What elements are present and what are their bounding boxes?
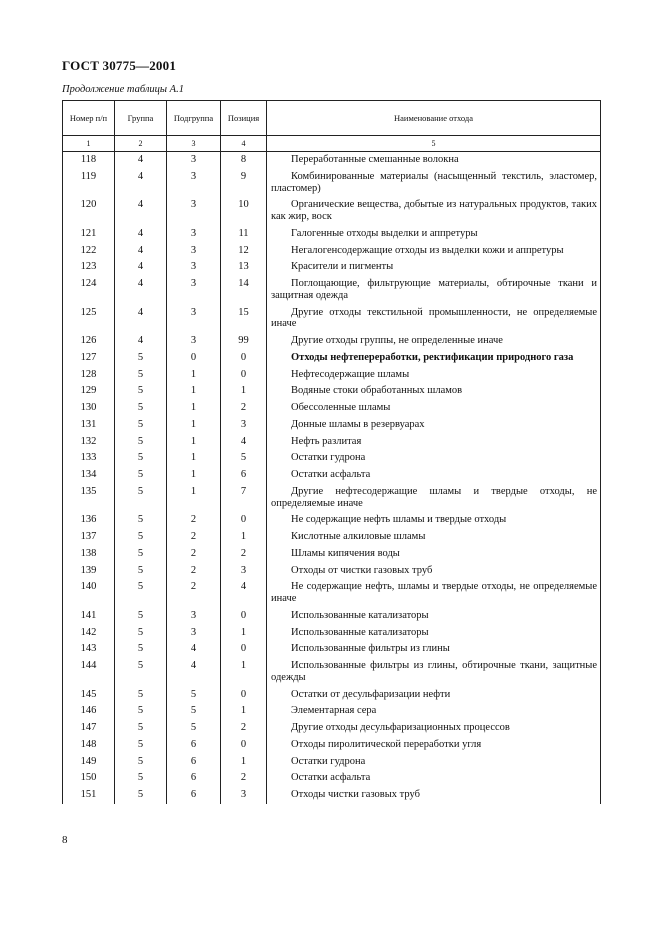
cell-subgroup: 6: [167, 737, 221, 754]
waste-name-text: Отходы чистки газовых труб: [291, 789, 420, 800]
cell-group: 5: [115, 720, 167, 737]
column-number: 1: [63, 136, 115, 152]
cell-position: 2: [221, 546, 267, 563]
cell-waste-name: [267, 383, 601, 400]
cell-waste-name: [267, 579, 601, 608]
waste-name-text: Другие отходы группы, не определенные иначе: [291, 335, 503, 346]
cell-group: 5: [115, 703, 167, 720]
cell-position: 3: [221, 787, 267, 804]
cell-subgroup: 3: [167, 276, 221, 305]
table-row: [63, 546, 601, 563]
table-row: [63, 687, 601, 704]
cell-waste-name: [267, 333, 601, 350]
cell-subgroup: 3: [167, 333, 221, 350]
cell-group: 5: [115, 546, 167, 563]
waste-table: [62, 100, 600, 804]
cell-group: 4: [115, 305, 167, 334]
cell-subgroup: 6: [167, 754, 221, 771]
cell-subgroup: 3: [167, 625, 221, 642]
cell-subgroup: 3: [167, 259, 221, 276]
cell-group: 4: [115, 152, 167, 169]
cell-subgroup: 6: [167, 787, 221, 804]
cell-number: 127: [63, 350, 115, 367]
cell-position: 8: [221, 152, 267, 169]
cell-subgroup: 1: [167, 417, 221, 434]
cell-waste-name: [267, 529, 601, 546]
waste-name-text: Использованные фильтры из глины, обтирочные ткани, защитные одежды: [271, 660, 597, 683]
cell-group: 5: [115, 770, 167, 787]
table-caption: Продолжение таблицы А.1: [62, 84, 184, 95]
table-row: [63, 350, 601, 367]
cell-number: 136: [63, 512, 115, 529]
waste-name-text: Обессоленные шламы: [291, 402, 391, 413]
table-row: [63, 770, 601, 787]
cell-number: 150: [63, 770, 115, 787]
cell-number: 120: [63, 197, 115, 226]
cell-position: 9: [221, 169, 267, 198]
cell-group: 5: [115, 687, 167, 704]
cell-number: 121: [63, 226, 115, 243]
table-row: [63, 787, 601, 804]
cell-subgroup: 1: [167, 484, 221, 513]
cell-number: 118: [63, 152, 115, 169]
cell-group: 5: [115, 529, 167, 546]
waste-name-text: Переработанные смешанные волокна: [291, 154, 459, 165]
waste-name-text: Другие отходы десульфаризационных процессов: [291, 722, 510, 733]
table-row: [63, 467, 601, 484]
cell-subgroup: 3: [167, 226, 221, 243]
cell-group: 5: [115, 434, 167, 451]
cell-subgroup: 5: [167, 687, 221, 704]
cell-number: 133: [63, 450, 115, 467]
cell-group: 5: [115, 512, 167, 529]
table-row: [63, 579, 601, 608]
cell-subgroup: 3: [167, 608, 221, 625]
table-row: [63, 512, 601, 529]
cell-position: 3: [221, 563, 267, 580]
cell-waste-name: [267, 197, 601, 226]
cell-number: 128: [63, 367, 115, 384]
waste-name-text: Использованные катализаторы: [291, 626, 429, 638]
cell-number: 146: [63, 703, 115, 720]
cell-group: 4: [115, 197, 167, 226]
page-number: 8: [62, 834, 68, 846]
waste-name-text: Донные шламы в резервуарах: [291, 418, 425, 430]
cell-number: 131: [63, 417, 115, 434]
table-row: [63, 703, 601, 720]
cell-waste-name: [267, 687, 601, 704]
cell-number: 123: [63, 259, 115, 276]
cell-group: 5: [115, 579, 167, 608]
cell-position: 5: [221, 450, 267, 467]
cell-group: 5: [115, 754, 167, 771]
table-row: [63, 152, 601, 169]
cell-subgroup: 1: [167, 434, 221, 451]
table-row: [63, 259, 601, 276]
cell-group: 5: [115, 563, 167, 580]
waste-name-text: Другие отходы текстильной промышленности, не определяемые иначе: [271, 306, 597, 330]
cell-group: 5: [115, 658, 167, 687]
cell-number: 148: [63, 737, 115, 754]
cell-waste-name: [267, 367, 601, 384]
cell-subgroup: 5: [167, 720, 221, 737]
cell-waste-name: [267, 243, 601, 260]
cell-position: 14: [221, 276, 267, 305]
waste-name-text: Остатки гудрона: [291, 452, 366, 464]
column-header-group: Группа: [115, 101, 167, 136]
cell-waste-name: [267, 152, 601, 169]
cell-number: 143: [63, 641, 115, 658]
column-number: 3: [167, 136, 221, 152]
waste-name-text: Отходы нефтепереработки, ректификации природного газа: [291, 351, 574, 363]
cell-group: 5: [115, 417, 167, 434]
table-row: [63, 737, 601, 754]
cell-group: 5: [115, 400, 167, 417]
cell-group: 5: [115, 787, 167, 804]
cell-waste-name: [267, 276, 601, 305]
cell-waste-name: [267, 226, 601, 243]
cell-group: 5: [115, 350, 167, 367]
table-row: [63, 305, 601, 334]
column-header-position: Позиция: [221, 101, 267, 136]
cell-position: 1: [221, 529, 267, 546]
cell-position: 11: [221, 226, 267, 243]
cell-subgroup: 3: [167, 197, 221, 226]
cell-number: 134: [63, 467, 115, 484]
table-row: [63, 641, 601, 658]
cell-number: 138: [63, 546, 115, 563]
cell-subgroup: 1: [167, 400, 221, 417]
cell-subgroup: 3: [167, 152, 221, 169]
cell-position: 2: [221, 720, 267, 737]
cell-group: 4: [115, 226, 167, 243]
waste-name-text: Использованные катализаторы: [291, 609, 429, 621]
column-header-number: Номер п/п: [63, 101, 115, 136]
cell-position: 0: [221, 350, 267, 367]
waste-name-text: Кислотные алкиловые шламы: [291, 531, 426, 542]
cell-group: 4: [115, 169, 167, 198]
cell-position: 3: [221, 417, 267, 434]
waste-name-text: Отходы пиролитической переработки угля: [291, 738, 482, 750]
table-row: [63, 658, 601, 687]
cell-waste-name: [267, 658, 601, 687]
cell-waste-name: [267, 169, 601, 198]
table-row: [63, 529, 601, 546]
waste-name-text: Негалогенсодержащие отходы из выделки кожи и аппретуры: [291, 244, 564, 256]
cell-number: 125: [63, 305, 115, 334]
cell-number: 135: [63, 484, 115, 513]
cell-position: 1: [221, 658, 267, 687]
cell-waste-name: [267, 754, 601, 771]
cell-number: 145: [63, 687, 115, 704]
cell-subgroup: 2: [167, 563, 221, 580]
cell-waste-name: [267, 563, 601, 580]
cell-number: 140: [63, 579, 115, 608]
table-row: [63, 367, 601, 384]
cell-position: 1: [221, 625, 267, 642]
column-number: 2: [115, 136, 167, 152]
cell-number: 124: [63, 276, 115, 305]
table-row: [63, 720, 601, 737]
cell-waste-name: [267, 484, 601, 513]
cell-subgroup: 2: [167, 512, 221, 529]
cell-number: 151: [63, 787, 115, 804]
cell-subgroup: 1: [167, 383, 221, 400]
cell-number: 119: [63, 169, 115, 198]
cell-subgroup: 2: [167, 579, 221, 608]
cell-subgroup: 3: [167, 243, 221, 260]
cell-subgroup: 1: [167, 450, 221, 467]
cell-waste-name: [267, 434, 601, 451]
cell-number: 129: [63, 383, 115, 400]
waste-name-text: Комбинированные материалы (насыщенный текстиль, эластомер, пластомер): [271, 170, 597, 194]
cell-group: 4: [115, 333, 167, 350]
cell-number: 122: [63, 243, 115, 260]
table-row: [63, 243, 601, 260]
cell-waste-name: [267, 400, 601, 417]
cell-group: 5: [115, 467, 167, 484]
table-row: [63, 400, 601, 417]
cell-position: 13: [221, 259, 267, 276]
cell-group: 5: [115, 608, 167, 625]
cell-subgroup: 3: [167, 169, 221, 198]
cell-waste-name: [267, 259, 601, 276]
column-number: 4: [221, 136, 267, 152]
cell-group: 4: [115, 259, 167, 276]
table-row: [63, 226, 601, 243]
document-header: ГОСТ 30775—2001: [62, 58, 177, 73]
table-row: [63, 625, 601, 642]
cell-group: 5: [115, 641, 167, 658]
cell-position: 0: [221, 608, 267, 625]
cell-subgroup: 2: [167, 529, 221, 546]
table-row: [63, 450, 601, 467]
cell-number: 132: [63, 434, 115, 451]
cell-waste-name: [267, 512, 601, 529]
cell-subgroup: 1: [167, 367, 221, 384]
cell-group: 4: [115, 276, 167, 305]
cell-waste-name: [267, 703, 601, 720]
cell-waste-name: [267, 467, 601, 484]
cell-group: 5: [115, 737, 167, 754]
waste-name-text: Водяные стоки обработанных шламов: [291, 385, 463, 397]
waste-name-text: Остатки от десульфаризации нефти: [291, 688, 451, 700]
table-row: [63, 383, 601, 400]
cell-group: 5: [115, 625, 167, 642]
cell-position: 1: [221, 383, 267, 400]
column-number: 5: [267, 136, 601, 152]
waste-name-text: Галогенные отходы выделки и аппретуры: [291, 227, 478, 239]
cell-subgroup: 2: [167, 546, 221, 563]
column-number-row: [63, 136, 601, 152]
waste-name-text: Нефтесодержащие шламы: [291, 368, 410, 380]
cell-number: 137: [63, 529, 115, 546]
waste-name-text: Остатки гудрона: [291, 755, 366, 767]
cell-number: 147: [63, 720, 115, 737]
waste-name-text: Остатки асфальта: [291, 772, 371, 784]
cell-position: 7: [221, 484, 267, 513]
table-header-row: [63, 101, 601, 136]
cell-subgroup: 0: [167, 350, 221, 367]
waste-name-text: Отходы от чистки газовых труб: [291, 564, 433, 576]
cell-number: 144: [63, 658, 115, 687]
cell-number: 130: [63, 400, 115, 417]
cell-position: 0: [221, 641, 267, 658]
waste-name-text: Остатки асфальта: [291, 469, 371, 480]
cell-group: 5: [115, 450, 167, 467]
cell-waste-name: [267, 608, 601, 625]
waste-name-text: Шламы кипячения воды: [291, 547, 400, 559]
cell-position: 1: [221, 754, 267, 771]
table-row: [63, 608, 601, 625]
column-header-subgroup: Подгруппа: [167, 101, 221, 136]
cell-waste-name: [267, 770, 601, 787]
cell-waste-name: [267, 417, 601, 434]
cell-position: 15: [221, 305, 267, 334]
cell-position: 0: [221, 512, 267, 529]
table-row: [63, 333, 601, 350]
cell-waste-name: [267, 546, 601, 563]
cell-subgroup: 3: [167, 305, 221, 334]
table-row: [63, 754, 601, 771]
waste-name-text: Использованные фильтры из глины: [291, 643, 450, 655]
waste-name-text: Не содержащие нефть, шламы и твердые отходы, не определяемые иначе: [271, 581, 597, 604]
table-row: [63, 169, 601, 198]
cell-waste-name: [267, 737, 601, 754]
cell-position: 2: [221, 770, 267, 787]
cell-group: 5: [115, 484, 167, 513]
cell-position: 10: [221, 197, 267, 226]
cell-waste-name: [267, 625, 601, 642]
waste-name-text: Нефть разлитая: [291, 435, 362, 447]
cell-position: 12: [221, 243, 267, 260]
table-row: [63, 417, 601, 434]
cell-group: 5: [115, 383, 167, 400]
table-row: [63, 197, 601, 226]
cell-position: 1: [221, 703, 267, 720]
waste-name-text: Органические вещества, добытые из натуральных продуктов, таких как жир, воск: [271, 199, 597, 222]
cell-number: 149: [63, 754, 115, 771]
cell-waste-name: [267, 720, 601, 737]
table-row: [63, 563, 601, 580]
waste-name-text: Элементарная сера: [291, 705, 377, 717]
cell-position: 4: [221, 434, 267, 451]
cell-waste-name: [267, 641, 601, 658]
cell-subgroup: 4: [167, 658, 221, 687]
cell-subgroup: 1: [167, 467, 221, 484]
cell-position: 0: [221, 367, 267, 384]
cell-number: 142: [63, 625, 115, 642]
cell-number: 126: [63, 333, 115, 350]
cell-number: 141: [63, 608, 115, 625]
cell-subgroup: 5: [167, 703, 221, 720]
cell-position: 0: [221, 687, 267, 704]
cell-position: 2: [221, 400, 267, 417]
waste-name-text: Не содержащие нефть шламы и твердые отходы: [291, 514, 507, 526]
cell-subgroup: 6: [167, 770, 221, 787]
table-row: [63, 484, 601, 513]
cell-group: 4: [115, 243, 167, 260]
waste-name-text: Красители и пигменты: [291, 261, 394, 273]
waste-name-text: Поглощающие, фильтрующие материалы, обтирочные ткани и защитная одежда: [271, 278, 597, 301]
cell-group: 5: [115, 367, 167, 384]
cell-position: 4: [221, 579, 267, 608]
cell-waste-name: [267, 350, 601, 367]
cell-position: 6: [221, 467, 267, 484]
cell-number: 139: [63, 563, 115, 580]
cell-waste-name: [267, 305, 601, 334]
table-row: [63, 276, 601, 305]
table-row: [63, 434, 601, 451]
cell-subgroup: 4: [167, 641, 221, 658]
table-body: [63, 152, 601, 804]
column-header-name: Наименование отхода: [267, 101, 601, 136]
waste-name-text: Другие нефтесодержащие шламы и твердые отходы, не определяемые иначе: [271, 485, 597, 509]
cell-waste-name: [267, 787, 601, 804]
cell-position: 0: [221, 737, 267, 754]
cell-position: 99: [221, 333, 267, 350]
cell-waste-name: [267, 450, 601, 467]
